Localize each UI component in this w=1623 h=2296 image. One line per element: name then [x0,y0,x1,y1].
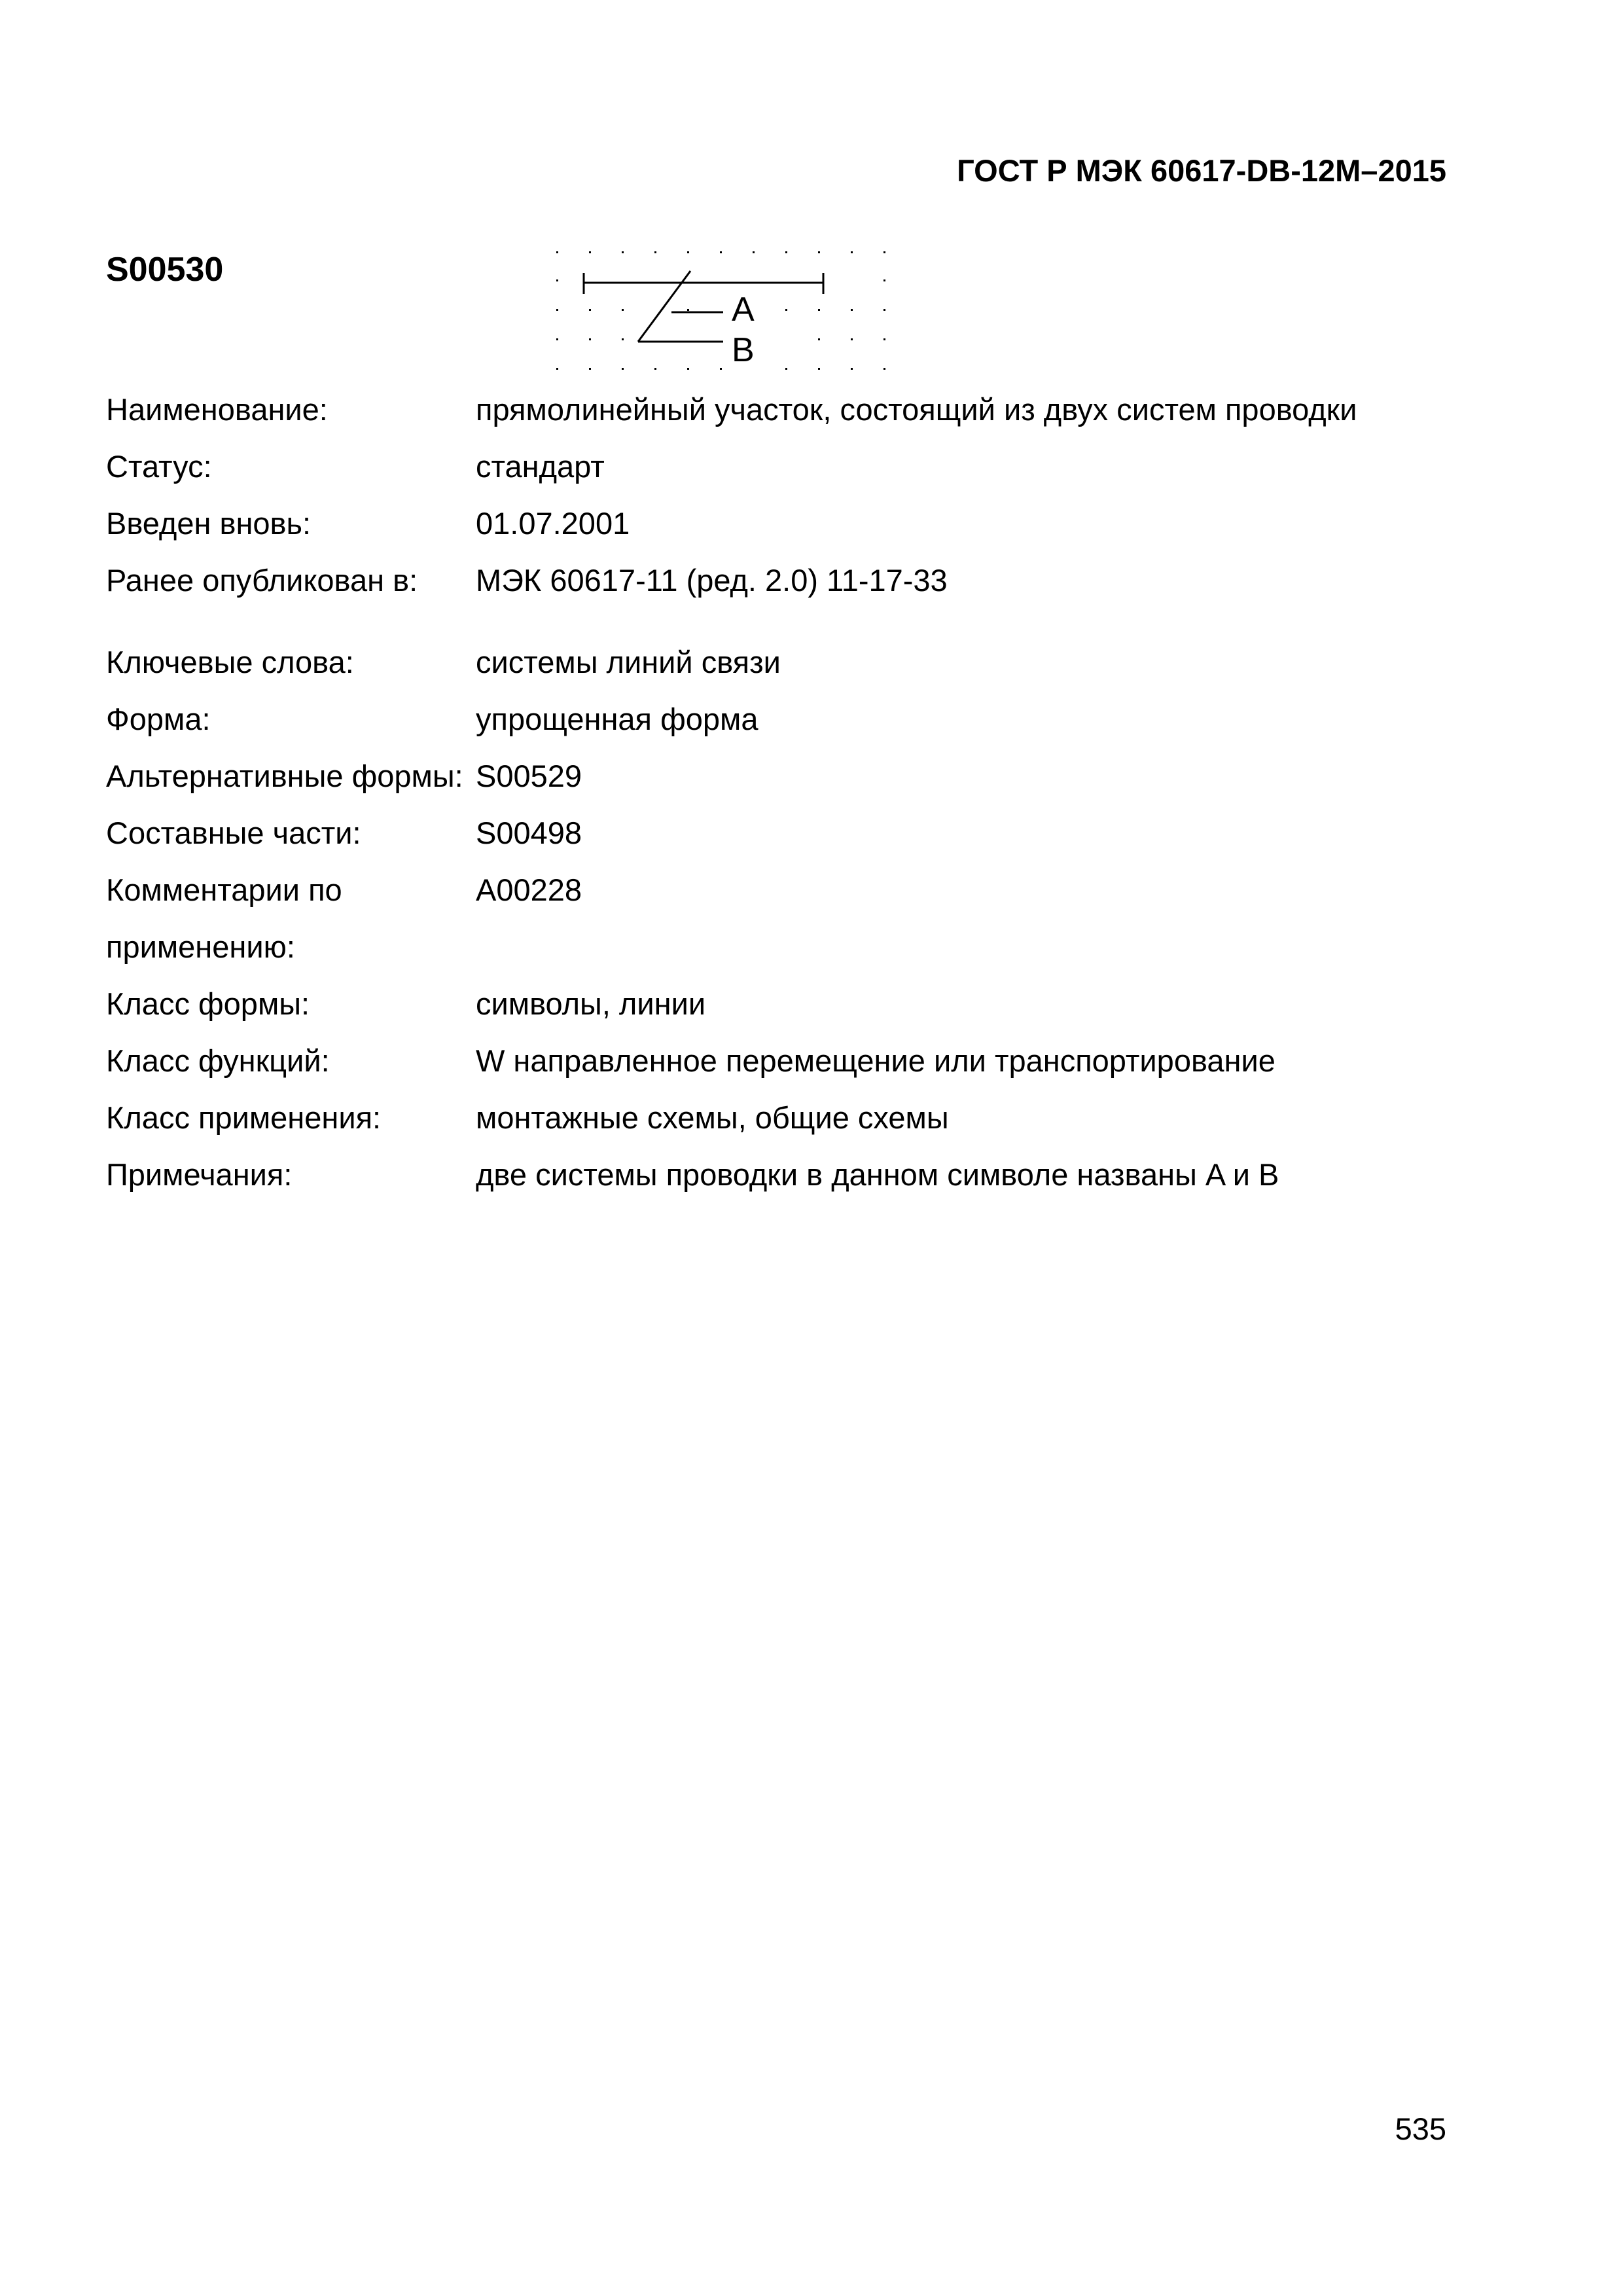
document-header: ГОСТ Р МЭК 60617-DB-12M–2015 [957,153,1446,188]
property-label: Статус: [106,449,212,484]
property-value: A00228 [476,872,582,907]
property-value: символы, линии [476,986,706,1021]
property-row-notes [106,1146,1480,1203]
property-value: S00498 [476,816,582,850]
property-row-form-class [106,975,1480,1032]
label-a: A [732,291,755,329]
property-row-function-class [106,1032,1480,1089]
label-b: B [732,331,755,369]
property-value: стандарт [476,449,605,484]
property-row-application-comments [106,861,1480,975]
slash-stroke [638,271,690,342]
property-row-form [106,691,1480,747]
property-value: W направленное перемещение или транспортирование [476,1043,1275,1078]
symbol-code: S00530 [106,251,224,289]
property-label: Ранее опубликован в: [106,563,418,598]
property-label: Класс применения: [106,1100,382,1135]
property-label: Ключевые слова: [106,645,354,679]
property-value: монтажные схемы, общие схемы [476,1100,949,1135]
property-row-keywords [106,634,1480,691]
property-label: Введен вновь: [106,506,312,541]
symbol-properties [106,381,1480,1203]
property-value: системы линий связи [476,645,781,679]
property-row-alternative-forms [106,747,1480,804]
page-number: 535 [1395,2111,1446,2146]
symbol-graphic [543,243,890,381]
property-row-components [106,804,1480,861]
property-label: Класс формы: [106,986,310,1021]
property-value: упрощенная форма [476,702,758,736]
property-value: прямолинейный участок, состоящий из двух систем проводки [476,392,1357,427]
grid-dots [556,251,885,370]
property-label: Комментарии по применению: [106,872,342,964]
property-value: S00529 [476,759,582,793]
property-label: Примечания: [106,1157,293,1192]
property-value: 01.07.2001 [476,506,630,541]
property-row-status [106,438,1480,495]
property-value: две системы проводки в данном символе названы A и B [476,1157,1279,1192]
property-value: МЭК 60617-11 (ред. 2.0) 11-17-33 [476,563,948,598]
property-row-previously-published [106,552,1480,609]
property-label: Класс функций: [106,1043,330,1078]
property-label: Форма: [106,702,211,736]
property-row-introduced [106,495,1480,552]
property-label: Составные части: [106,816,361,850]
property-label: Альтернативные формы: [106,759,463,793]
property-label: Наименование: [106,392,328,427]
property-row-application-class [106,1089,1480,1146]
property-row-name [106,381,1480,438]
